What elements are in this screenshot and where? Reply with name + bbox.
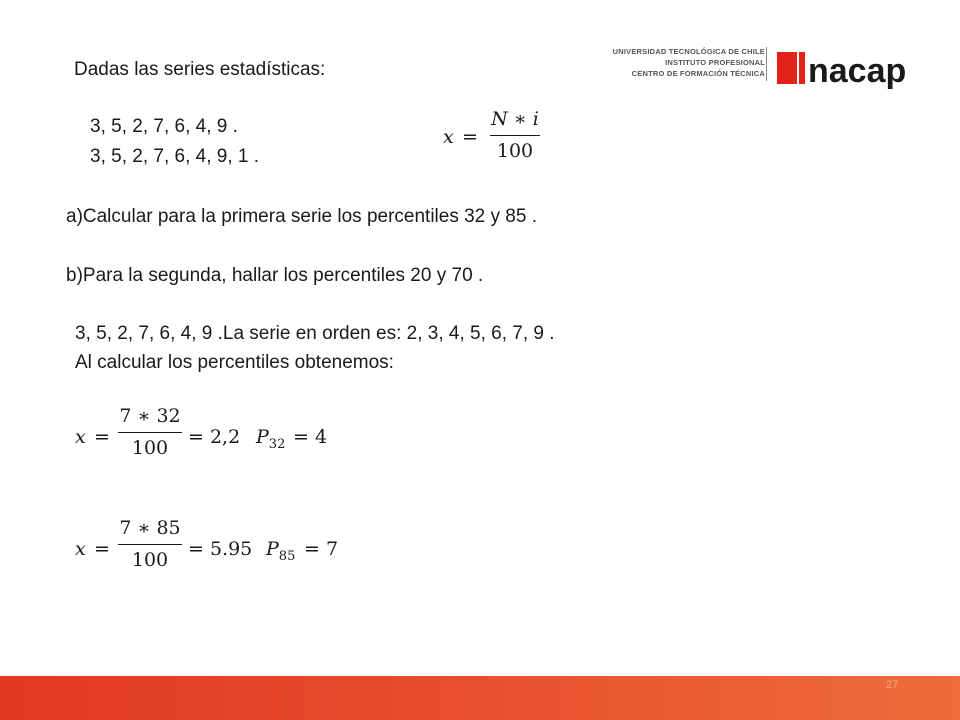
page-number: 27 — [886, 679, 899, 691]
formula-equals: = — [462, 126, 478, 148]
calc1-equals: = — [94, 426, 110, 448]
calc1-p-sub: 32 — [268, 437, 286, 452]
footer-bar — [0, 676, 960, 720]
calc1-p-value: = 4 — [293, 426, 328, 448]
solution-line-2: Al calcular los percentiles obtenemos: — [75, 352, 394, 373]
calc2-equals: = — [94, 538, 110, 560]
series-1: 3, 5, 2, 7, 6, 4, 9 . — [90, 116, 238, 137]
calc1-result: = 2,2 — [188, 426, 241, 448]
solution-line-1: 3, 5, 2, 7, 6, 4, 9 .La serie en orden es: 2, 3, 4, 5, 6, 7, 9 . — [75, 323, 555, 344]
calc2-percentile — [266, 540, 295, 563]
intro-text: Dadas las series estadísticas: — [74, 59, 326, 80]
calc2-p-value: = 7 — [304, 538, 339, 560]
logo-line-1: UNIVERSIDAD TECNOLÓGICA DE CHILE — [612, 47, 765, 56]
calc2-denominator: 100 — [131, 549, 169, 571]
fraction-bar — [118, 432, 182, 433]
calc1-percentile — [256, 428, 285, 451]
calc1-numerator: 7 ∗ 32 — [119, 405, 181, 427]
calc1-fraction — [118, 407, 182, 458]
question-a: a)Calcular para la primera serie los percentiles 32 y 85 . — [66, 206, 537, 227]
calc1-p-symbol: P — [256, 426, 269, 448]
formula-denominator: 100 — [496, 140, 534, 162]
calc2-fraction — [118, 519, 182, 570]
calc1-denominator: 100 — [131, 437, 169, 459]
calc1-lhs: x — [75, 426, 86, 448]
svg-text:nacap: nacap — [808, 52, 907, 90]
formula-numerator: N ∗ i — [491, 108, 539, 130]
series-2: 3, 5, 2, 7, 6, 4, 9, 1 . — [90, 146, 259, 167]
inacap-logo-mark — [775, 44, 935, 92]
logo-institution-text — [613, 46, 765, 79]
fraction-bar — [118, 544, 182, 545]
question-b: b)Para la segunda, hallar los percentiles 20 y 70 . — [66, 265, 484, 286]
calc2-result: = 5.95 — [188, 538, 253, 560]
logo-divider — [766, 47, 767, 81]
logo-line-2: INSTITUTO PROFESIONAL — [665, 58, 765, 67]
calc2-numerator: 7 ∗ 85 — [119, 517, 181, 539]
formula-fraction — [490, 110, 540, 161]
calc2-p-sub: 85 — [278, 549, 296, 564]
calc2-lhs: x — [75, 538, 86, 560]
logo-line-3: CENTRO DE FORMACIÓN TÉCNICA — [631, 69, 765, 78]
formula-lhs: x — [443, 126, 454, 148]
fraction-bar — [490, 135, 540, 136]
calc2-p-symbol: P — [266, 538, 279, 560]
